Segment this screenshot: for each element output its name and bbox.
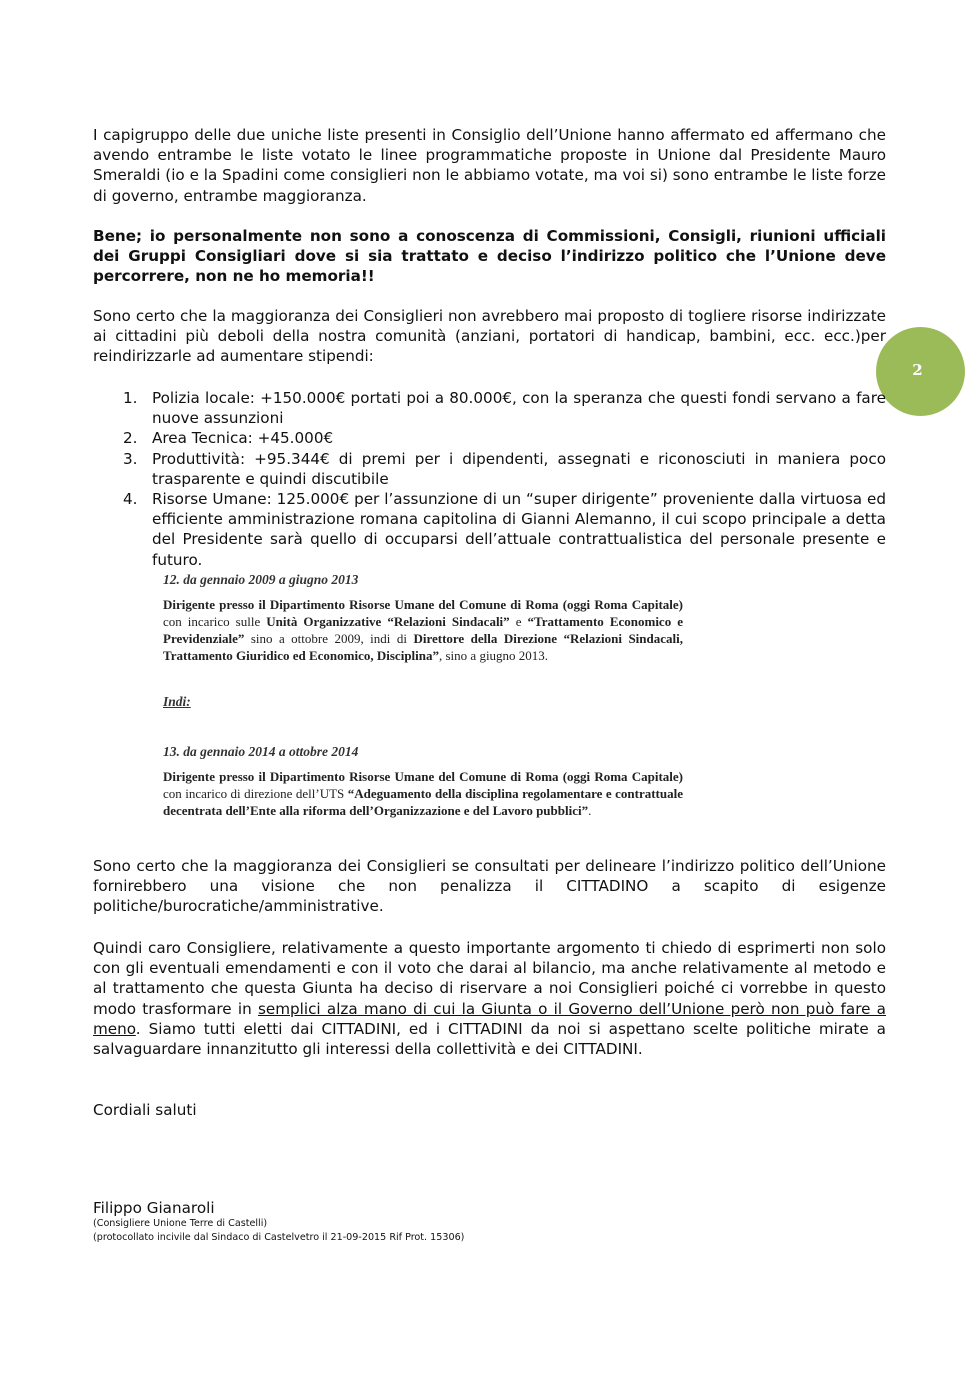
cv-text: e <box>509 614 528 629</box>
cv-text: “Adeguamento della disciplina regolamentare e contrattuale decentrata dell’Ente alla riforma dell’Organizzazione e del Lavoro pubblici” <box>163 786 683 818</box>
paragraph-capigruppo: I capigruppo delle due uniche liste presenti in Consiglio dell’Unione hanno affermato ed affermano che avendo entrambe le liste votato le linee programmatiche proposte in Unione dal Presidente Mauro Smeraldi (io e la Spadini come consiglieri non le abbiamo votate, ma voi si) sono entrambe le liste forze di governo, entrambe maggioranza. <box>93 126 886 205</box>
list-item <box>93 428 886 448</box>
page-number: 2 <box>912 360 923 379</box>
page-number-badge <box>876 327 965 416</box>
list-number: 3. <box>123 449 138 468</box>
cv-text: con incarico di direzione dell’UTS <box>163 786 348 801</box>
scanned-cv-excerpt <box>163 572 683 819</box>
cv-heading-12: 12. da gennaio 2009 a giugno 2013 <box>163 572 359 587</box>
cv-text: Dirigente presso il Dipartimento Risorse Umane del Comune di Roma (oggi Roma Capitale) <box>163 769 683 784</box>
list-text: Risorse Umane: 125.000€ per l’assunzione di un “super dirigente” proveniente dalla virtuosa ed efficiente amministrazione romana capitolina di Gianni Alemanno, il cui scopo principale a detta del Presidente sarà quello di occuparsi dell’attuale contrattualistica del personale presente e futuro. <box>152 490 886 569</box>
cv-body-12 <box>163 596 683 664</box>
list-item <box>93 489 886 570</box>
closing-salutation: Cordiali saluti <box>93 1101 197 1119</box>
cv-body-13 <box>163 768 683 819</box>
paragraph-text: . Siamo tutti eletti dai CITTADINI, ed i CITTADINI da noi si aspettano scelte politiche mirate a salvaguardare innanzitutto gli interessi della collettività e dei CITTADINI. <box>93 1019 886 1059</box>
signature-name: Filippo Gianaroli <box>93 1199 215 1217</box>
cv-indi: Indi: <box>163 694 191 709</box>
list-number: 1. <box>123 389 138 407</box>
cv-text: Direttore della Direzione “Relazioni Sindacali, Trattamento Giuridico ed Economico, Disciplina” <box>163 631 683 663</box>
cv-text: con incarico sulle <box>163 614 267 629</box>
paragraph-text: Quindi caro Consigliere, relativamente a questo importante argomento ti chiedo di esprimerti non solo con gli eventuali emendamenti e con il voto che darai al bilancio, ma anche relativamente al metodo e al trattamento che questa Giunta ha deciso di riservare a noi Consiglieri poiché ci vorrebbe in questo modo trasformare in <box>93 939 886 1018</box>
cv-heading-13: 13. da gennaio 2014 a ottobre 2014 <box>163 744 359 759</box>
cv-text: . <box>588 803 592 818</box>
paragraph-quindi-caro <box>93 938 886 1059</box>
paragraph-bene: Bene; io personalmente non sono a conoscenza di Commissioni, Consigli, riunioni ufficiali dei Gruppi Consigliari dove si sia trattato e deciso l’indirizzo politico che l’Unione deve percorrere, non ne ho memoria!! <box>93 227 886 286</box>
cv-text: Dirigente presso il Dipartimento Risorse Umane del Comune di Roma (oggi Roma Capitale) <box>163 597 683 612</box>
list-number: 4. <box>123 490 138 509</box>
budget-list <box>93 388 886 570</box>
cv-text: , sino a giugno 2013. <box>439 648 549 663</box>
cv-text: sino a ottobre 2009, indi di <box>244 631 414 646</box>
list-text: Polizia locale: +150.000€ portati poi a 80.000€, con la speranza che questi fondi servano a fare nuove assunzioni <box>152 389 886 428</box>
cv-text: “Trattamento Economico e Previdenziale” <box>163 614 683 646</box>
cv-text: Unità Organizzative “Relazioni Sindacali” <box>266 614 510 629</box>
paragraph-sono-certo-visione: Sono certo che la maggioranza dei Consiglieri se consultati per delineare l’indirizzo politico dell’Unione fornirebbero una visione che non penalizza il CITTADINO a scapito di esigenze politiche/burocratiche/amministrative. <box>93 857 886 916</box>
list-text: Produttività: +95.344€ di premi per i dipendenti, assegnati e riconosciuti in maniera poco trasparente e quindi discutibile <box>152 449 886 488</box>
underlined-text: semplici alza mano di cui la Giunta o il Governo dell’Unione però non può fare a meno <box>93 999 886 1038</box>
list-number: 2. <box>123 429 138 448</box>
signature-role: (Consigliere Unione Terre di Castelli) <box>93 1218 268 1229</box>
paragraph-sono-certo-risorse: Sono certo che la maggioranza dei Consiglieri non avrebbero mai proposto di togliere risorse indirizzate ai cittadini più deboli della nostra comunità (anziani, portatori di handicap, bambini, ecc. ecc.)per reindirizzarle ad aumentare stipendi: <box>93 307 886 366</box>
list-text: Area Tecnica: +45.000€ <box>152 429 334 448</box>
signature-note: (protocollato incivile dal Sindaco di Castelvetro il 21-09-2015 Rif Prot. 15306) <box>93 1232 465 1243</box>
list-item <box>93 449 886 489</box>
list-item <box>93 388 886 428</box>
